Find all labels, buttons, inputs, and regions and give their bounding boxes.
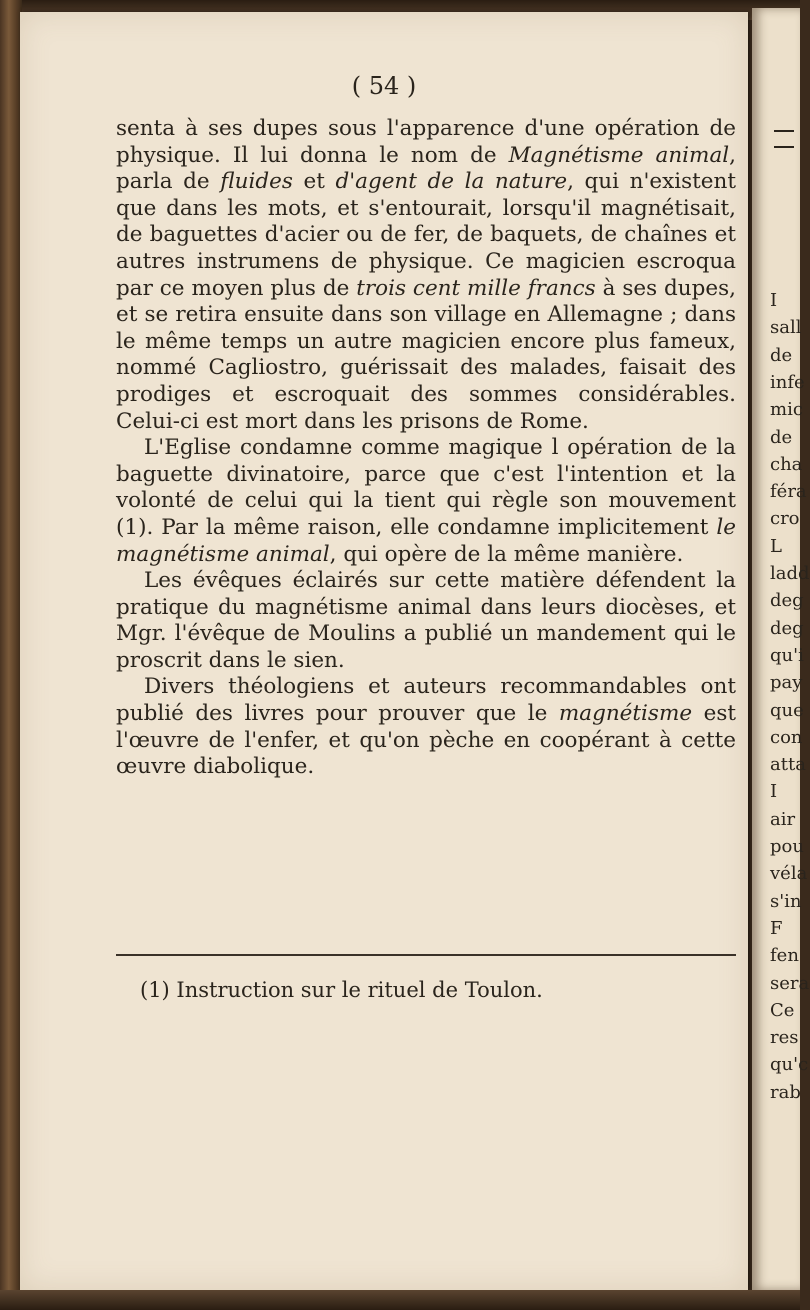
page-number: ( 54 )	[351, 72, 417, 100]
text-run: est l'œuvre de l'enfer, et qu'on pèche en coopérant à cette œuvre diabolique.	[116, 701, 737, 780]
facing-page-line-fragment: cha	[770, 453, 803, 475]
facing-page-line-fragment: deg	[770, 617, 804, 639]
footnote: (1) Instruction sur le rituel de Toulon.	[140, 978, 543, 1002]
text-run: , qui n'existent que dans les mots, et s'entourait, lorsqu'il magnétisait, de baguettes d'acier ou de fer, de baquets, de chaînes et autres instrumens de physique. Ce magicien escroqua par ce moyen plus de	[116, 169, 736, 301]
paragraph	[116, 116, 736, 435]
facing-page-line-fragment: pay	[770, 672, 803, 694]
facing-page-line-fragment: de	[770, 344, 793, 366]
book-binding-edge	[0, 0, 22, 1310]
page-body-text	[116, 116, 736, 781]
text-run: et	[292, 169, 336, 195]
facing-page-line-fragment: Ce	[770, 999, 795, 1021]
italic-text: trois cent mille francs	[356, 275, 596, 301]
italic-text: d'agent de la nature	[335, 169, 568, 195]
facing-page-line-fragment: véla	[770, 863, 808, 885]
text-run: , parla de	[116, 142, 736, 195]
facing-page-line-fragment: féra	[770, 481, 807, 503]
facing-page-line-fragment: air	[770, 808, 796, 830]
italic-text: Magnétisme animal	[508, 142, 730, 168]
facing-page-edge	[752, 8, 810, 1290]
facing-page-line-fragment: que	[770, 699, 804, 721]
footnote-separator-rule	[116, 954, 736, 956]
book-page	[20, 12, 748, 1290]
paragraph	[116, 674, 736, 780]
facing-page-rule-mark	[774, 130, 794, 148]
facing-page-line-fragment: fen	[770, 945, 799, 967]
paragraph	[116, 435, 736, 568]
facing-page-line-fragment: s'in	[770, 890, 802, 912]
italic-text: le magnétisme animal	[116, 514, 736, 567]
facing-page-line-fragment: mic	[770, 399, 803, 421]
text-run: Divers théologiens et auteurs recommandables ont publié des livres pour prouver que le	[116, 674, 736, 727]
book-bottom-edge	[0, 1290, 800, 1310]
italic-text: fluides	[220, 169, 293, 195]
facing-page-line-fragment: de	[770, 426, 793, 448]
facing-page-line-fragment: pou	[770, 836, 804, 857]
facing-page-line-fragment: rab	[770, 1081, 801, 1103]
facing-page-line-fragment: qu'i	[770, 644, 804, 666]
facing-page-line-fragment: con	[770, 726, 803, 748]
facing-page-line-fragment: deg	[770, 590, 804, 612]
facing-page-line-fragment: sall	[770, 317, 802, 339]
text-run: Les évêques éclairés sur cette matière défendent la pratique du magnétisme animal dans leurs diocèses, et Mgr. l'évêque de Moulins a publié un mandement qui le proscrit dans le sien.	[116, 568, 736, 673]
facing-page-line-fragment: sera	[770, 972, 810, 994]
text-run: à ses dupes, et se retira ensuite dans son village en Allemagne ; dans le même temps un autre magicien encore plus fameux, nommé Cagliostro, guérissait des malades, faisait des prodiges et escroquait des sommes considérables. Celui-ci est mort dans les prisons de Rome.	[116, 275, 736, 434]
paragraph	[116, 568, 736, 674]
facing-page-line-fragment: qu'c	[770, 1054, 809, 1076]
text-run: senta à ses dupes sous l'apparence d'une opération de physique. Il lui donna le nom de	[116, 116, 736, 168]
facing-page-line-fragment: res	[770, 1027, 799, 1049]
facing-page-line-fragment: ladd	[770, 563, 810, 584]
facing-page-line-fragment: infe	[770, 371, 805, 393]
facing-page-line-fragment: I	[770, 290, 778, 311]
text-run: L'Eglise condamne comme magique l opération de la baguette divinatoire, parce que c'est l'intention et la volonté de celui qui la tient qui règle son mouvement (1). Par la même raison, elle condamne implicitement	[116, 435, 736, 540]
facing-page-line-fragment: L	[770, 535, 782, 557]
text-run: , qui opère de la même manière.	[329, 541, 684, 567]
facing-page-line-fragment: F	[770, 917, 783, 939]
facing-page-line-fragment: atta	[770, 754, 806, 776]
italic-text: magnétisme	[558, 701, 693, 727]
facing-page-line-fragment: I	[770, 781, 778, 803]
facing-page-line-fragment: cro	[770, 508, 800, 530]
